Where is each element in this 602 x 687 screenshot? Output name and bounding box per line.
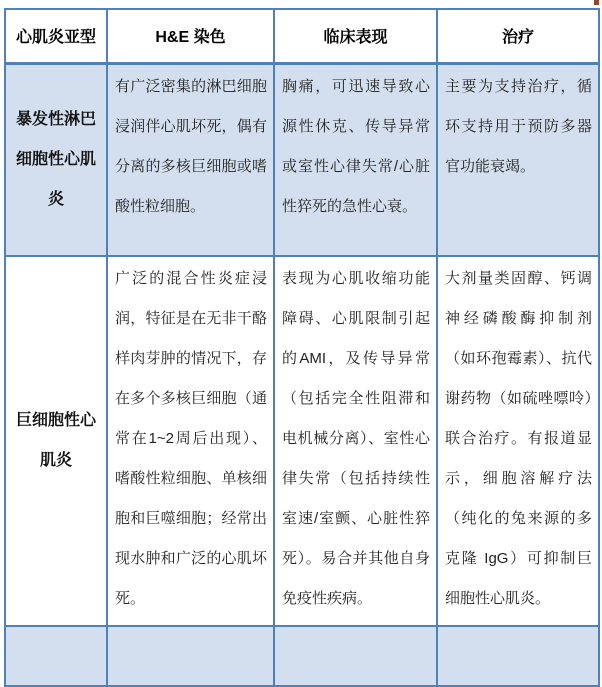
header-clinical: 临床表现 bbox=[274, 9, 437, 63]
cell-he-staining-fulminant: 有广泛密集的淋巴细胞浸润伴心肌坏死，偶有分离的多核巨细胞或嗜酸性粒细胞。 bbox=[107, 63, 274, 256]
cell-he-staining-next bbox=[107, 626, 274, 686]
header-subtype: 心肌炎亚型 bbox=[5, 9, 107, 63]
cell-treatment-fulminant: 主要为支持治疗，循环支持用于预防多器官功能衰竭。 bbox=[437, 63, 599, 256]
table-row-cropped bbox=[5, 626, 599, 686]
cell-subtype-fulminant: 暴发性淋巴细胞性心肌炎 bbox=[5, 63, 107, 256]
cell-clinical-giant-cell: 表现为心肌收缩功能障碍、心肌限制引起的AMI，及传导异常（包括完全性阻滞和电机械分离）、室性心律失常（包括持续性室速/室颤、心脏性猝死）。易合并其他自身免疫性疾病。 bbox=[274, 256, 437, 626]
cell-clinical-fulminant: 胸痛，可迅速导致心源性休克、传导异常或室性心律失常/心脏性猝死的急性心衰。 bbox=[274, 63, 437, 256]
table-header-row bbox=[5, 9, 599, 63]
header-he-staining: H&E 染色 bbox=[107, 9, 274, 63]
header-treatment: 治疗 bbox=[437, 9, 599, 63]
table-row bbox=[5, 63, 599, 256]
cell-clinical-next bbox=[274, 626, 437, 686]
table-row bbox=[5, 256, 599, 626]
cell-he-staining-giant-cell: 广泛的混合性炎症浸润，特征是在无非干酪样肉芽肿的情况下，存在多个多核巨细胞（通常在1~2周后出现）、嗜酸性粒细胞、单核细胞和巨噬细胞；经常出现水肿和广泛的心肌坏死。 bbox=[107, 256, 274, 626]
screenshot-edge-artifact bbox=[594, 0, 599, 5]
cell-treatment-giant-cell: 大剂量类固醇、钙调神经磷酸酶抑制剂（如环孢霉素）、抗代谢药物（如硫唑嘌呤）联合治疗。有报道显示，细胞溶解疗法（纯化的兔来源的多克隆 IgG）可抑制巨细胞性心肌炎。 bbox=[437, 256, 599, 626]
cell-treatment-next bbox=[437, 626, 599, 686]
cell-subtype-giant-cell: 巨细胞性心肌炎 bbox=[5, 256, 107, 626]
cell-subtype-next bbox=[5, 626, 107, 686]
myocarditis-subtype-table bbox=[4, 8, 600, 687]
